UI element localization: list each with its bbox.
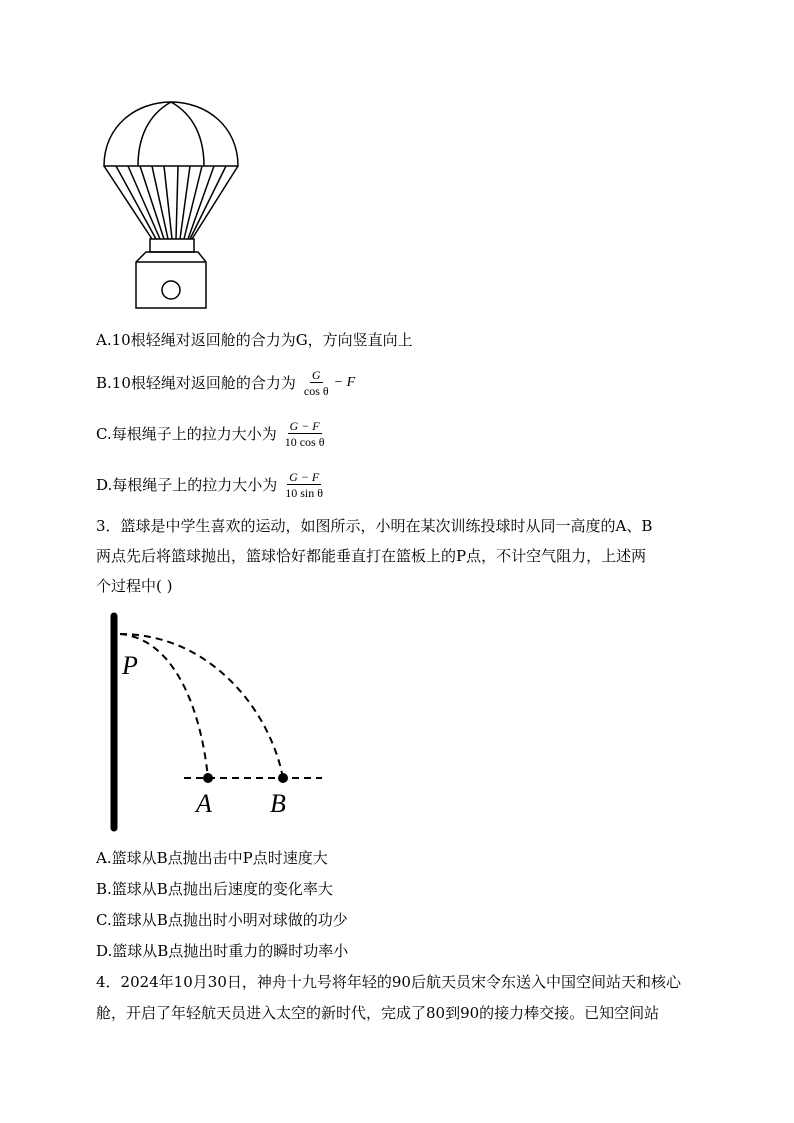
q2-option-d-prefix: D.每根绳子上的拉力大小为 — [96, 476, 278, 494]
q2-option-c[interactable] — [96, 419, 329, 449]
q3-stem-line-1: 3．篮球是中学生喜欢的运动，如图所示，小明在某次训练投球时从同一高度的A、B — [96, 517, 653, 535]
q2-option-a-text: A.10根轻绳对返回舱的合力为G，方向竖直向上 — [96, 331, 413, 349]
q4-stem-line-1: 4．2024年10月30日，神舟十九号将年轻的90后航天员宋令东送入中国空间站天和核心 — [96, 973, 681, 991]
parachute-capsule-figure — [96, 96, 246, 316]
q2-option-a[interactable] — [96, 330, 413, 350]
point-b — [278, 773, 288, 783]
q2-option-d-numerator: G − F — [289, 470, 320, 484]
capsule-collar — [150, 239, 194, 252]
q3-option-c[interactable]: C.篮球从B点抛出时小明对球做的功少 — [96, 911, 348, 929]
q4-stem-line-2: 舱，开启了年轻航天员进入太空的新时代，完成了80到90的接力棒交接。已知空间站 — [96, 1004, 660, 1022]
label-a: A — [196, 789, 212, 818]
trajectory-from-b — [120, 634, 283, 778]
canopy-outline — [104, 102, 238, 166]
q2-option-b-numerator: G — [311, 368, 321, 382]
label-p: P — [122, 651, 138, 680]
q2-option-b-prefix: B.10根轻绳对返回舱的合力为 — [96, 374, 296, 392]
q2-option-d-denominator: 10 sin θ — [285, 486, 324, 500]
q3-stem-line-3: 个过程中( ) — [96, 577, 173, 595]
label-b: B — [270, 789, 286, 818]
q2-option-c-denominator: 10 cos θ — [284, 435, 325, 449]
q2-option-c-prefix: C.每根绳子上的拉力大小为 — [96, 425, 277, 443]
q2-option-b-denominator: cos θ — [303, 384, 329, 398]
basketball-trajectory-figure — [100, 610, 330, 835]
canopy-gore-left — [138, 102, 171, 166]
capsule-window — [162, 281, 180, 299]
q2-option-d[interactable] — [96, 470, 328, 500]
q2-option-b-tail: − F — [333, 375, 356, 390]
q2-option-b-fraction — [302, 368, 331, 398]
q2-option-c-fraction — [283, 419, 327, 449]
point-a — [203, 773, 213, 783]
canopy-gore-right — [171, 102, 204, 166]
q3-option-b[interactable]: B.篮球从B点抛出后速度的变化率大 — [96, 880, 333, 898]
q2-option-d-fraction — [283, 470, 325, 500]
q3-option-a[interactable]: A.篮球从B点抛出击中P点时速度大 — [96, 849, 328, 867]
q2-option-b[interactable] — [96, 368, 355, 398]
q3-option-d[interactable]: D.篮球从B点抛出时重力的瞬时功率小 — [96, 942, 349, 960]
q3-stem-line-2: 两点先后将篮球抛出，篮球恰好都能垂直打在篮板上的P点，不计空气阻力，上述两 — [96, 547, 647, 565]
q2-option-c-numerator: G − F — [289, 419, 320, 433]
